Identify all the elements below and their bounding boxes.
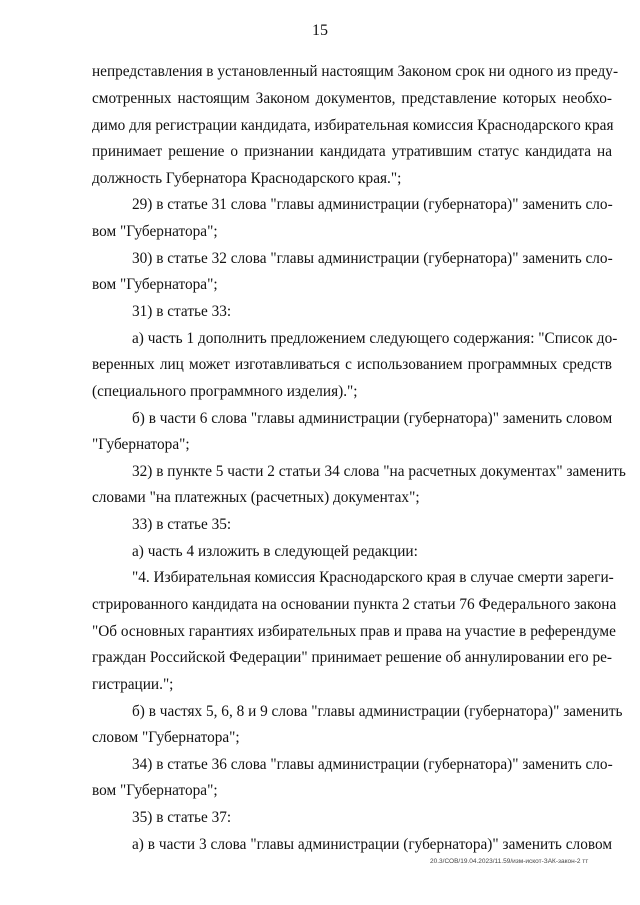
text-line: 30) в статье 32 слова "главы администрации (губернатора)" заменить сло-: [132, 250, 613, 267]
text-line: а) часть 4 изложить в следующей редакции:: [132, 543, 418, 560]
text-line: непредставления в установленный настоящим Законом срок ни одного из преду-: [92, 63, 619, 80]
text-line: словом "Губернатора";: [92, 729, 240, 746]
text-line: а) часть 1 дополнить предложением следующего содержания: "Список до-: [132, 330, 618, 347]
text-line: "Губернатора";: [92, 436, 190, 453]
text-line: "4. Избирательная комиссия Краснодарского края в случае смерти зареги-: [132, 569, 614, 586]
text-line: вом "Губернатора";: [92, 782, 218, 799]
text-line: словами "на платежных (расчетных) документах";: [92, 489, 420, 506]
text-line: а) в части 3 слова "главы администрации (губернатора)" заменить словом: [132, 836, 612, 853]
text-line: веренных лиц может изготавливаться с использованием программных средств: [92, 356, 612, 373]
footer-code: 20.3/СОВ/19.04.2023/11.59/изм-искот-ЗАК-закон-2 тт: [430, 858, 589, 865]
text-line: смотренных настоящим Законом документов, представление которых необхо-: [92, 90, 612, 107]
text-line: граждан Российской Федерации" принимает решение об аннулировании его ре-: [92, 649, 612, 666]
text-line: "Об основных гарантиях избирательных прав и права на участие в референдуме: [92, 623, 616, 640]
text-line: должность Губернатора Краснодарского края.";: [92, 170, 402, 187]
page-number: 15: [312, 22, 328, 39]
text-line: 29) в статье 31 слова "главы администрации (губернатора)" заменить сло-: [132, 196, 613, 213]
text-line: вом "Губернатора";: [92, 223, 218, 240]
text-line: 34) в статье 36 слова "главы администрации (губернатора)" заменить сло-: [132, 756, 613, 773]
text-line: димо для регистрации кандидата, избирательная комиссия Краснодарского края: [92, 117, 614, 134]
text-line: 31) в статье 33:: [132, 303, 232, 320]
text-line: принимает решение о признании кандидата утратившим статус кандидата на: [92, 143, 612, 160]
text-line: б) в частях 5, 6, 8 и 9 слова "главы администрации (губернатора)" заменить: [132, 703, 623, 720]
text-line: 33) в статье 35:: [132, 516, 232, 533]
text-line: стрированного кандидата на основании пункта 2 статьи 76 Федерального закона: [92, 596, 617, 613]
text-line: гистрации.";: [92, 676, 174, 693]
text-line: б) в части 6 слова "главы администрации (губернатора)" заменить словом: [132, 410, 613, 427]
text-line: 35) в статье 37:: [132, 809, 232, 826]
text-line: (специального программного изделия).";: [92, 383, 358, 400]
text-line: 32) в пункте 5 части 2 статьи 34 слова "на расчетных документах" заменить: [132, 463, 626, 480]
text-line: вом "Губернатора";: [92, 276, 218, 293]
